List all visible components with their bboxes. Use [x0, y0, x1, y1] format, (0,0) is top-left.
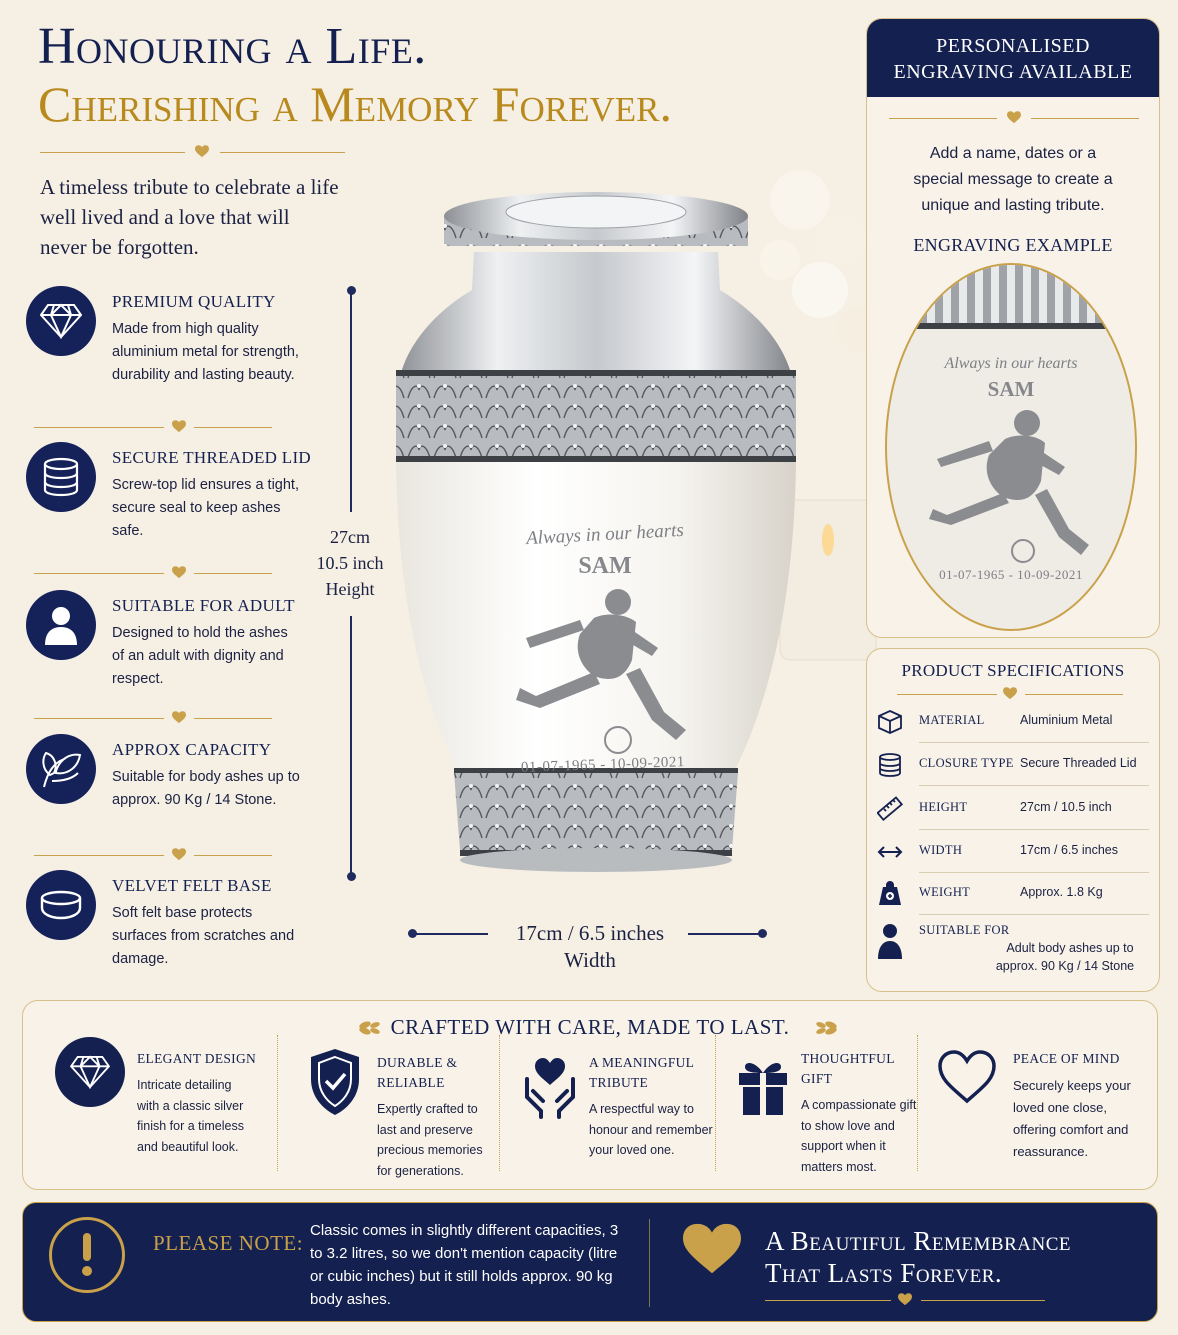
width-label: 17cm / 6.5 inches Width	[515, 921, 665, 972]
width-marker-right	[758, 929, 767, 938]
engraving-example-top: Always in our hearts	[944, 355, 1078, 372]
note-label: PLEASE NOTE:	[153, 1231, 304, 1255]
closing-divider	[765, 1293, 1045, 1307]
closing-tagline: A Beautiful Remembrance That Lasts Forever.	[765, 1226, 1071, 1288]
bowl-icon	[26, 870, 96, 940]
feature-title: VELVET FELT BASE	[112, 876, 272, 895]
feature-felt-base	[26, 870, 316, 980]
engraving-example-image	[885, 263, 1137, 631]
engraving-panel	[866, 18, 1160, 638]
spec-row-material: MATERIAL Aluminium Metal	[877, 701, 1149, 743]
height-line	[350, 290, 352, 512]
exclamation-icon	[49, 1217, 125, 1293]
feature-title: SECURE THREADED LID	[112, 448, 311, 467]
engraving-header: PERSONALISED ENGRAVING AVAILABLE	[867, 19, 1159, 97]
heart-icon	[195, 145, 209, 158]
headline-line-2: Cherishing a Memory Forever.	[38, 76, 672, 132]
width-line	[688, 933, 764, 935]
feature-divider	[34, 566, 272, 580]
headline-divider	[40, 145, 345, 159]
laurel-right-icon	[811, 1021, 839, 1035]
lid-icon	[877, 752, 903, 778]
gift-icon	[737, 1055, 789, 1117]
heart-icon	[683, 1223, 741, 1277]
crafted-item-gift: THOUGHTFUL GIFT A compassionate gift to show love and support when it matters most.	[735, 1045, 925, 1185]
lid-stack-icon	[26, 442, 96, 512]
height-marker-bottom	[347, 872, 356, 881]
soccer-player-icon	[927, 405, 1097, 565]
headline	[38, 18, 838, 132]
feature-secure-lid	[26, 442, 316, 552]
spec-row-suitable: SUITABLE FOR Adult body ashes up to approx. 90 Kg / 14 Stone	[877, 917, 1149, 981]
headline-line-1: Honouring a Life.	[38, 18, 427, 75]
height-line	[350, 616, 352, 876]
urn-engraving-name: SAM	[578, 553, 632, 579]
engraving-example-dates: 01-07-1965 - 10-09-2021	[939, 567, 1083, 582]
feature-title: SUITABLE FOR ADULT	[112, 596, 295, 615]
crafted-title: CRAFTED WITH CARE, MADE TO LAST.	[390, 1015, 790, 1039]
crafted-separator	[715, 1035, 716, 1171]
note-bar	[22, 1202, 1158, 1322]
feature-divider	[34, 848, 272, 862]
crafted-separator	[277, 1035, 278, 1171]
spec-row-width: WIDTH 17cm / 6.5 inches	[877, 831, 1149, 873]
note-text: Classic comes in slightly different capacities, 3 to 3.2 litres, so we don't mention capacity (litre or cubic inches) but it still holds approx. 90 kg body ashes.	[310, 1222, 619, 1308]
heart-outline-icon	[937, 1049, 997, 1105]
urn-engraving-top: Always in our hearts	[525, 519, 685, 550]
feature-divider	[34, 420, 272, 434]
specifications-title: PRODUCT SPECIFICATIONS	[901, 661, 1125, 680]
person-icon	[877, 921, 903, 961]
width-line	[412, 933, 488, 935]
feature-divider	[34, 711, 272, 725]
hands-heart-icon	[523, 1055, 577, 1119]
crafted-item-peace-of-mind: PEACE OF MIND Securely keeps your loved one close, offering comfort and reassurance.	[937, 1045, 1147, 1185]
feature-desc: Soft felt base protects surfaces from scratches and damage.	[112, 905, 295, 967]
width-arrows-icon	[877, 839, 903, 865]
feature-desc: Suitable for body ashes up to approx. 90 Kg / 14 Stone.	[112, 769, 300, 808]
spec-row-closure: CLOSURE TYPE Secure Threaded Lid	[877, 744, 1149, 786]
diamond-icon	[55, 1037, 125, 1107]
feature-premium-quality	[26, 286, 316, 396]
crafted-item-elegant-design: ELEGANT DESIGN Intricate detailing with a classic silver finish for a timeless and beautiful look.	[53, 1045, 281, 1185]
leaf-icon	[26, 734, 96, 804]
spec-row-height: HEIGHT 27cm / 10.5 inch	[877, 788, 1149, 830]
crafted-panel	[22, 1000, 1158, 1190]
engraving-divider	[889, 111, 1139, 125]
crafted-item-meaningful: A MEANINGFUL TRIBUTE A respectful way to honour and remember your loved one.	[521, 1045, 721, 1185]
spec-row-weight: WEIGHT Approx. 1.8 Kg	[877, 873, 1149, 915]
feature-title: APPROX CAPACITY	[112, 740, 272, 759]
engraving-text: Add a name, dates or a special message to create a unique and lasting tribute.	[913, 145, 1113, 214]
shield-check-icon	[307, 1047, 363, 1117]
feature-desc: Screw-top lid ensures a tight, secure seal to keep ashes safe.	[112, 477, 299, 539]
note-separator	[649, 1219, 650, 1307]
feature-approx-capacity	[26, 734, 316, 844]
engraving-example-name: SAM	[987, 377, 1035, 401]
weight-icon	[877, 881, 903, 907]
crafted-separator	[917, 1035, 918, 1171]
crafted-item-durable: DURABLE & RELIABLE Expertly crafted to last and preserve precious memories for generations.	[301, 1045, 501, 1185]
tagline: A timeless tribute to celebrate a life well lived and a love that will never be forgotten.	[40, 175, 339, 259]
diamond-icon	[26, 286, 96, 356]
feature-desc: Made from high quality aluminium metal for strength, durability and lasting beauty.	[112, 321, 299, 383]
person-icon	[26, 590, 96, 660]
crafted-separator	[499, 1035, 500, 1171]
heart-icon	[1003, 687, 1017, 700]
specifications-divider	[897, 687, 1123, 701]
feature-title: PREMIUM QUALITY	[112, 292, 276, 311]
feature-desc: Designed to hold the ashes of an adult with dignity and respect.	[112, 625, 288, 687]
specifications-panel	[866, 648, 1160, 992]
heart-icon	[1007, 111, 1021, 124]
height-label: 27cm 10.5 inch Height	[316, 527, 384, 599]
cube-icon	[877, 709, 903, 735]
feature-suitable-adult	[26, 590, 316, 700]
engraving-example-title: ENGRAVING EXAMPLE	[913, 235, 1113, 255]
ruler-icon	[877, 796, 903, 822]
urn-engraving-dates: 01-07-1965 - 10-09-2021	[520, 754, 686, 776]
